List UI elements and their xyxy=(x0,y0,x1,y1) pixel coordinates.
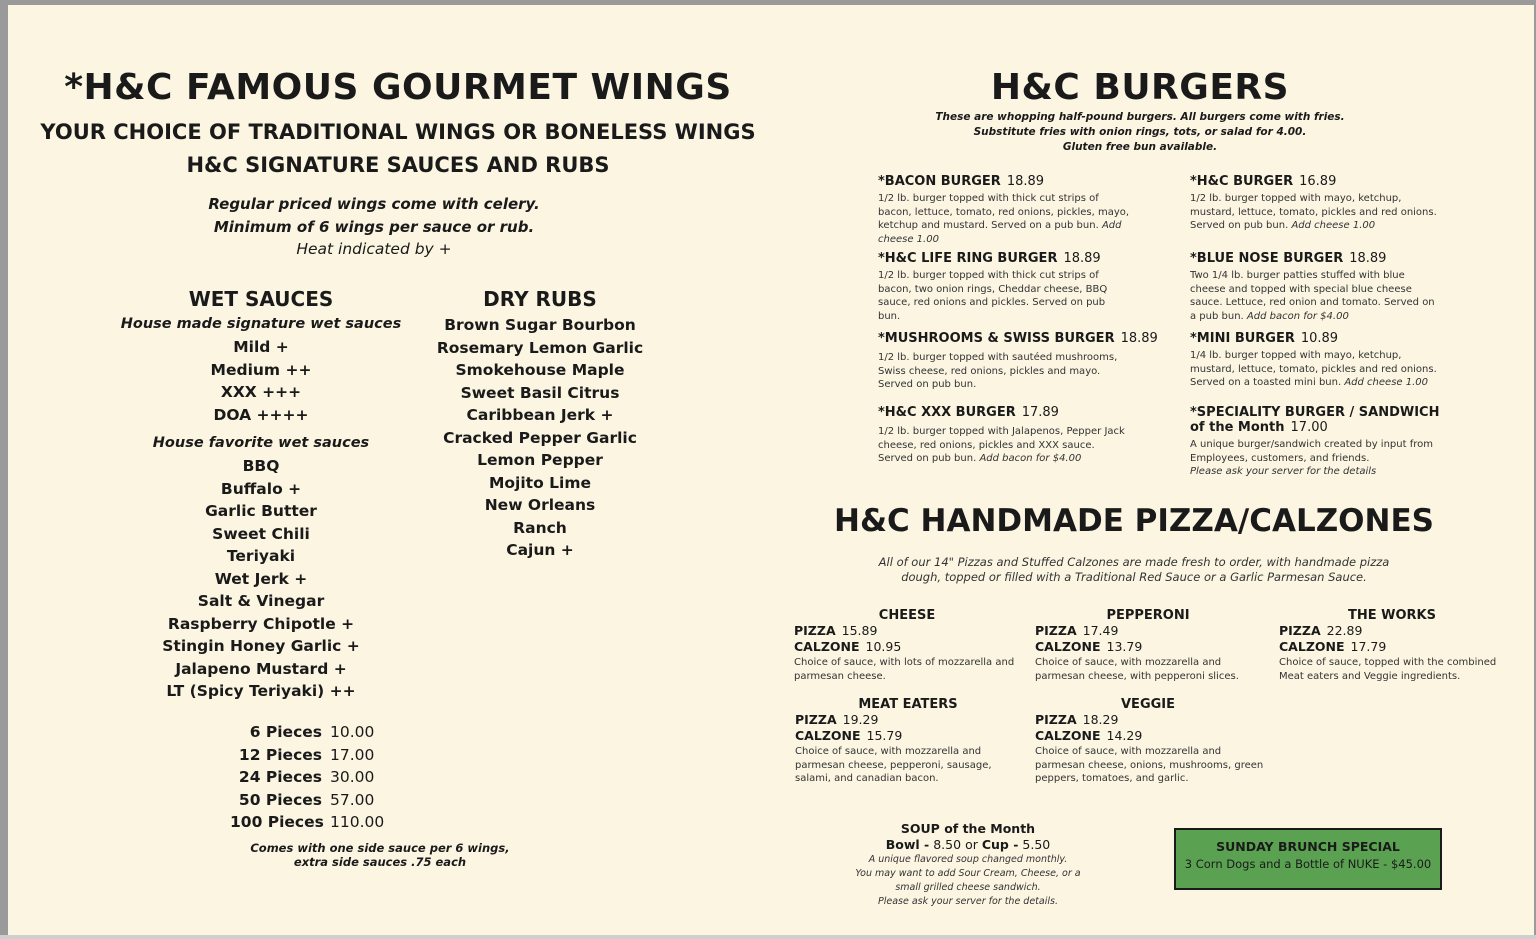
pizza-name: PEPPERONI xyxy=(1106,608,1190,623)
pizza-label: PIZZA xyxy=(1035,712,1077,727)
pizza-price-line xyxy=(795,712,1027,728)
wet-sauce-item: DOA ++++ xyxy=(213,405,309,424)
burger-desc xyxy=(878,192,1130,246)
pizza-item xyxy=(1279,608,1519,683)
soup-bowl-label: Bowl - xyxy=(885,837,930,852)
burger-extra: Add bacon for $4.00 xyxy=(1246,310,1349,322)
calzone-price: 10.95 xyxy=(865,638,902,654)
burger-extra: Please ask your server for the details xyxy=(1190,466,1377,478)
burger-desc-text: 1/2 lb. burger topped with thick cut strips of bacon, lettuce, tomato, red onions, pickles, mayo, ketchup and mustard. Served on a pub bun. xyxy=(878,193,1130,232)
burgers-intro-2: Substitute fries with onion rings, tots, or salad for 4.00. xyxy=(973,126,1307,138)
pizza-intro-2: dough, topped or filled with a Traditional Red Sauce or a Garlic Parmesan Sauce. xyxy=(901,570,1367,584)
wet-sauce-item: BBQ xyxy=(242,457,280,475)
burger-name-text: *BLUE NOSE BURGER xyxy=(1190,251,1344,266)
dry-rub-item: Sweet Basil Citrus xyxy=(460,383,620,402)
pizza-price-line xyxy=(1035,712,1267,728)
burger-item xyxy=(878,251,1130,323)
wing-price: 110.00 xyxy=(330,813,385,831)
burger-name xyxy=(878,331,1158,346)
pizza-label: PIZZA xyxy=(1035,623,1077,638)
pizza-price: 18.29 xyxy=(1082,712,1119,727)
pizza-price-line xyxy=(794,623,1026,639)
dry-rubs-list xyxy=(390,314,690,562)
burger-item xyxy=(1190,174,1442,233)
burger-name-text: *SPECIALITY BURGER / SANDWICH of the Month xyxy=(1190,405,1440,435)
burger-item xyxy=(1190,251,1442,323)
burger-desc xyxy=(878,269,1130,323)
dry-rub-item: New Orleans xyxy=(484,496,596,514)
burger-price: 18.89 xyxy=(1120,331,1158,346)
brunch-text: 3 Corn Dogs and a Bottle of NUKE - $45.00 xyxy=(1184,857,1432,871)
pizza-desc: Choice of sauce, topped with the combined Meat eaters and Veggie ingredients. xyxy=(1279,657,1497,682)
soup-title: SOUP of the Month xyxy=(900,821,1036,836)
wet-house-made-list xyxy=(111,336,411,426)
calzone-price: 17.79 xyxy=(1350,638,1387,654)
burger-price: 17.89 xyxy=(1021,405,1059,420)
wing-price: 30.00 xyxy=(330,768,375,786)
pizza-item xyxy=(795,697,1027,786)
burger-name-text: *BACON BURGER xyxy=(878,174,1001,189)
burger-desc-text: Two 1/4 lb. burger patties stuffed with blue cheese and topped with special blue cheese sauce. Lettuce, red onion and tomato. Served on a pub bun. xyxy=(1190,270,1435,322)
burger-price: 18.89 xyxy=(1063,251,1101,266)
burger-name-text: *H&C BURGER xyxy=(1190,174,1294,189)
calzone-price-line xyxy=(1035,728,1267,744)
calzone-price-line xyxy=(794,639,1026,655)
menu-page xyxy=(8,5,1534,935)
burger-item xyxy=(1190,405,1440,479)
pizza-price: 17.49 xyxy=(1082,623,1119,638)
wing-qty: 50 Pieces xyxy=(238,790,322,809)
soup-line-1: A unique flavored soup changed monthly. xyxy=(868,854,1068,865)
dry-rub-item: Mojito Lime xyxy=(488,473,591,492)
burger-price: 17.00 xyxy=(1290,420,1328,435)
wing-price-row xyxy=(230,789,384,812)
wing-price-row xyxy=(230,721,384,744)
burger-name xyxy=(1190,174,1442,189)
burger-name xyxy=(1190,405,1440,435)
pizza-name: MEAT EATERS xyxy=(858,697,958,712)
burger-desc xyxy=(878,425,1130,466)
pizza-title: H&C HANDMADE PIZZA/CALZONES xyxy=(834,503,1434,539)
wing-price-row xyxy=(230,811,384,834)
wings-note-1: Regular priced wings come with celery. xyxy=(208,195,540,213)
wet-sauce-item: Sweet Chili xyxy=(212,524,310,543)
wings-footnote-2: extra side sauces .75 each xyxy=(293,855,467,869)
soup-bowl-price: 8.50 xyxy=(933,837,962,852)
dry-rub-item: Cracked Pepper Garlic xyxy=(443,428,637,447)
burger-desc-text: 1/2 lb. burger topped with Jalapenos, Pepper Jack cheese, red onions, pickles and XXX sauce. Served on pub bun. xyxy=(878,426,1125,465)
pizza-name: CHEESE xyxy=(878,608,936,623)
burger-extra: Add cheese 1.00 xyxy=(878,220,1122,245)
pizza-item xyxy=(1035,608,1267,683)
dry-rub-item: Caribbean Jerk + xyxy=(466,406,614,424)
dry-rub-item: Rosemary Lemon Garlic xyxy=(436,338,644,357)
burger-name xyxy=(1190,251,1442,266)
pizza-price-line xyxy=(1279,623,1519,639)
burger-desc xyxy=(1190,349,1442,390)
burger-price: 18.89 xyxy=(1006,174,1045,189)
wings-note-2: Minimum of 6 wings per sauce or rub. xyxy=(213,218,535,236)
soup-cup-label: Cup - xyxy=(981,837,1019,852)
calzone-price: 14.29 xyxy=(1106,727,1143,743)
burger-item xyxy=(878,405,1130,466)
burgers-intro-3: Gluten free bun available. xyxy=(1062,141,1218,153)
calzone-label: CALZONE xyxy=(1035,638,1101,654)
pizza-desc: Choice of sauce, with lots of mozzarella and parmesan cheese. xyxy=(794,657,1015,682)
pizza-name: VEGGIE xyxy=(1121,697,1175,712)
burger-extra: Add cheese 1.00 xyxy=(1344,377,1429,389)
calzone-price-line xyxy=(1035,639,1267,655)
wet-house-made-label: House made signature wet sauces xyxy=(120,316,402,332)
burger-desc-text: 1/2 lb. burger topped with sautéed mushrooms, Swiss cheese, red onions, pickles and mayo. Served on pub bun. xyxy=(878,352,1118,391)
wet-sauce-item: Medium ++ xyxy=(210,360,312,379)
pizza-intro-1: All of our 14" Pizzas and Stuffed Calzones are made fresh to order, with handmade pizza xyxy=(878,555,1390,569)
wet-sauce-item: LT (Spicy Teriyaki) ++ xyxy=(166,682,356,700)
burger-name-text: *H&C XXX BURGER xyxy=(878,405,1016,420)
wing-price-row xyxy=(230,744,384,767)
bottom-strip xyxy=(0,935,1536,939)
pizza-price: 15.89 xyxy=(841,623,878,638)
burgers-title: H&C BURGERS xyxy=(990,67,1290,108)
wing-qty: 6 Pieces xyxy=(249,723,322,741)
calzone-label: CALZONE xyxy=(794,638,860,654)
wing-qty: 24 Pieces xyxy=(238,768,322,786)
dry-rubs-title: DRY RUBS xyxy=(483,287,597,311)
calzone-label: CALZONE xyxy=(1279,638,1345,654)
burger-item xyxy=(878,174,1130,246)
burger-desc xyxy=(1190,269,1442,323)
burger-extra: Add bacon for $4.00 xyxy=(979,453,1082,465)
wing-price: 10.00 xyxy=(330,723,375,741)
soup-block xyxy=(828,821,1108,909)
pizza-item xyxy=(1035,697,1267,786)
soup-line-4: Please ask your server for the details. xyxy=(878,896,1058,907)
burger-name xyxy=(878,251,1130,266)
burger-desc-text: 1/2 lb. burger topped with thick cut strips of bacon, two onion rings, Cheddar cheese, BBQ sauce, red onions and pickles. Served on pub bun. xyxy=(878,270,1108,322)
pizza-label: PIZZA xyxy=(794,623,836,638)
wet-sauce-item: Teriyaki xyxy=(226,547,296,565)
wing-price: 57.00 xyxy=(330,790,375,809)
soup-prices xyxy=(828,837,1108,852)
wet-sauce-item: XXX +++ xyxy=(220,383,302,401)
pizza-price: 19.29 xyxy=(842,712,879,727)
wing-qty: 12 Pieces xyxy=(238,745,322,764)
wet-sauces-title: WET SAUCES xyxy=(188,287,334,311)
burger-price: 10.89 xyxy=(1300,331,1339,346)
wet-sauce-item: Mild + xyxy=(233,338,289,356)
wet-sauce-item: Salt & Vinegar xyxy=(197,592,325,610)
wet-sauce-item: Raspberry Chipotle + xyxy=(167,614,355,633)
dry-rub-item: Brown Sugar Bourbon xyxy=(444,316,636,334)
burger-desc-text: 1/2 lb. burger topped with mayo, ketchup, mustard, lettuce, tomato, pickles and red onions. Served on pub bun. xyxy=(1190,193,1437,232)
pizza-label: PIZZA xyxy=(1279,623,1321,638)
pizza-desc: Choice of sauce, with mozzarella and parmesan cheese, onions, mushrooms, green peppers, tomatoes, and garlic. xyxy=(1035,746,1264,785)
wet-house-fav-label: House favorite wet sauces xyxy=(152,435,370,451)
wet-sauce-item: Wet Jerk + xyxy=(214,569,308,588)
burgers-intro-1: These are whopping half-pound burgers. All burgers come with fries. xyxy=(935,111,1345,123)
burger-name-text: *MINI BURGER xyxy=(1190,331,1295,346)
sunday-brunch-box xyxy=(1174,828,1442,890)
calzone-price: 15.79 xyxy=(866,727,903,743)
calzone-label: CALZONE xyxy=(795,727,861,743)
pizza-label: PIZZA xyxy=(795,712,837,727)
wing-price-row xyxy=(230,766,384,789)
wings-subtitle-1: YOUR CHOICE OF TRADITIONAL WINGS OR BONELESS WINGS xyxy=(40,120,756,144)
pizza-name: THE WORKS xyxy=(1348,608,1436,623)
soup-line-3: small grilled cheese sandwich. xyxy=(895,882,1041,893)
wet-sauce-item: Garlic Butter xyxy=(205,502,317,520)
burger-name-text: *H&C LIFE RING BURGER xyxy=(878,251,1058,266)
burger-price: 18.89 xyxy=(1349,251,1387,266)
burger-item xyxy=(1190,331,1442,390)
soup-cup-price: 5.50 xyxy=(1022,837,1051,852)
wet-sauce-item: Jalapeno Mustard + xyxy=(175,659,347,678)
burger-desc xyxy=(1190,438,1440,479)
burger-item xyxy=(878,331,1158,392)
calzone-price-line xyxy=(795,728,1027,744)
calzone-label: CALZONE xyxy=(1035,727,1101,743)
wings-title: *H&C FAMOUS GOURMET WINGS xyxy=(64,67,732,108)
burger-name-text: *MUSHROOMS & SWISS BURGER xyxy=(878,331,1115,346)
wings-subtitle-2: H&C SIGNATURE SAUCES AND RUBS xyxy=(186,153,610,177)
burger-price: 16.89 xyxy=(1299,174,1337,189)
burger-desc xyxy=(1190,192,1442,233)
burger-desc xyxy=(878,351,1130,392)
calzone-price: 13.79 xyxy=(1106,638,1143,654)
pizza-price: 22.89 xyxy=(1326,623,1363,638)
wings-footnote-1: Comes with one side sauce per 6 wings, xyxy=(250,841,510,855)
pizza-desc: Choice of sauce, with mozzarella and parmesan cheese, with pepperoni slices. xyxy=(1035,657,1239,682)
pizza-price-line xyxy=(1035,623,1267,639)
wings-note-3: Heat indicated by + xyxy=(296,240,452,258)
burger-desc-text: A unique burger/sandwich created by input from Employees, customers, and friends. xyxy=(1190,439,1433,464)
dry-rub-item: Lemon Pepper xyxy=(477,451,603,469)
dry-rub-item: Smokehouse Maple xyxy=(455,361,625,379)
burger-extra: Add cheese 1.00 xyxy=(1291,220,1376,232)
calzone-price-line xyxy=(1279,639,1519,655)
wing-price: 17.00 xyxy=(330,745,375,764)
wet-sauce-item: Buffalo + xyxy=(220,479,302,498)
soup-or: or xyxy=(965,837,978,852)
pizza-desc: Choice of sauce, with mozzarella and parmesan cheese, pepperoni, sausage, salami, and canadian bacon. xyxy=(795,746,992,785)
wing-price-list xyxy=(230,721,384,834)
dry-rub-item: Ranch xyxy=(513,518,567,537)
wing-qty: 100 Pieces xyxy=(230,813,324,831)
wet-house-fav-list xyxy=(111,455,411,703)
burger-desc-text: 1/4 lb. burger topped with mayo, ketchup, mustard, lettuce, tomato, pickles and red onions. Served on a toasted mini bun. xyxy=(1190,350,1437,389)
wet-sauce-item: Stingin Honey Garlic + xyxy=(162,637,360,655)
burger-name xyxy=(878,174,1130,189)
burger-name xyxy=(878,405,1130,420)
dry-rub-item: Cajun + xyxy=(506,541,574,559)
burger-name xyxy=(1190,331,1442,346)
brunch-title: SUNDAY BRUNCH SPECIAL xyxy=(1216,839,1400,854)
soup-line-2: You may want to add Sour Cream, Cheese, or a xyxy=(855,868,1081,879)
pizza-item xyxy=(794,608,1026,683)
